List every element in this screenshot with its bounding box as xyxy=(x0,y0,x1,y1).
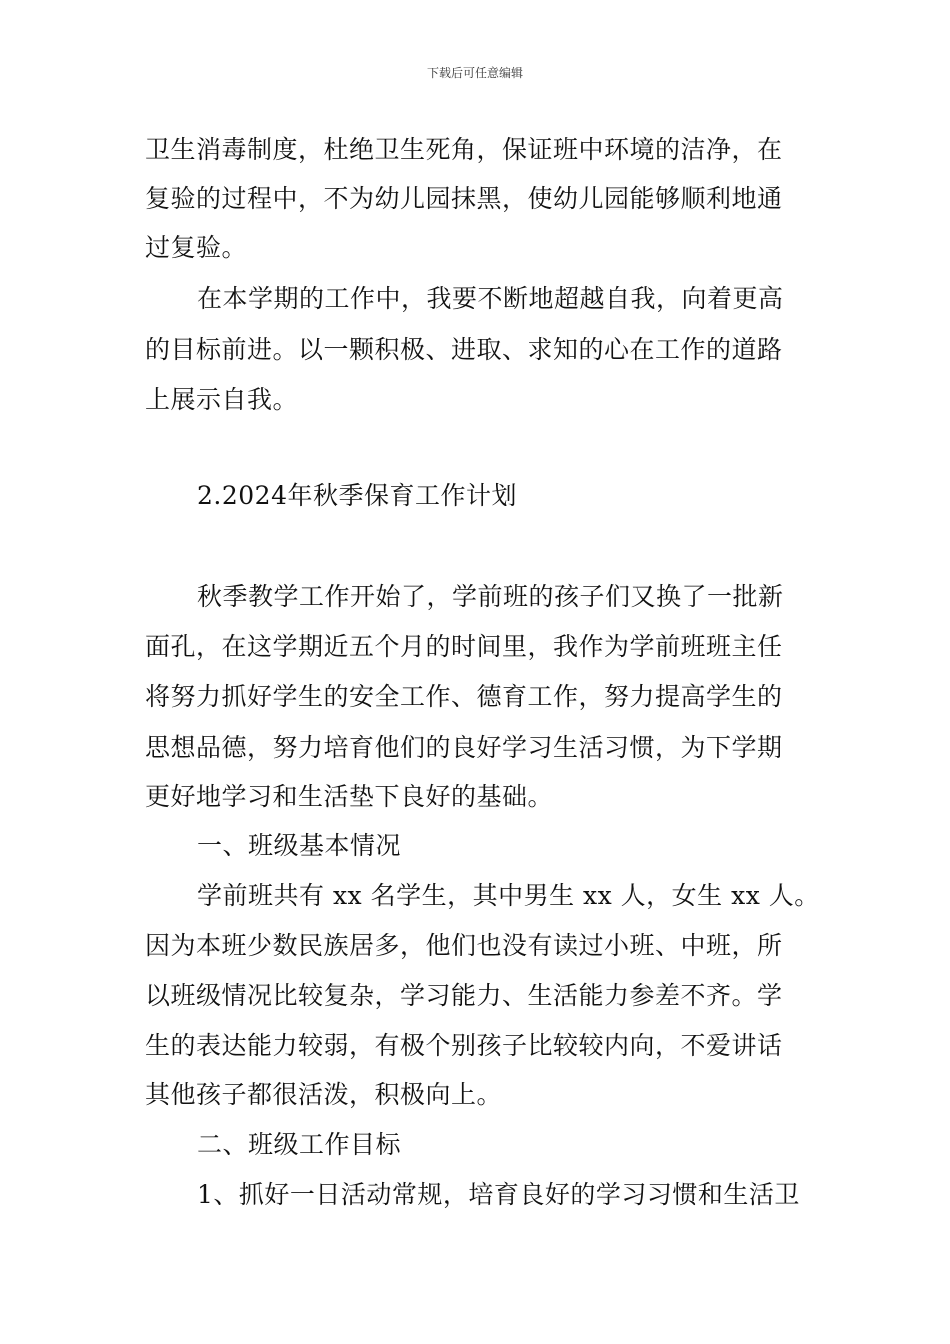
section-title: 2.2024年秋季保育工作计划 xyxy=(197,481,517,510)
text-line: 过复验。 xyxy=(145,233,248,262)
text-line: 将努力抓好学生的安全工作、德育工作，努力提高学生的 xyxy=(145,682,783,711)
text-line: 1、抓好一日活动常规，培育良好的学习习惯和生活卫 xyxy=(197,1180,800,1209)
text-line: 思想品德，努力培育他们的良好学习生活习惯，为下学期 xyxy=(145,733,783,762)
text-line: 卫生消毒制度，杜绝卫生死角，保证班中环境的洁净，在 xyxy=(145,135,783,164)
text-line: 更好地学习和生活垫下良好的基础。 xyxy=(145,782,554,811)
page-header: 下载后可任意编辑 xyxy=(426,66,523,80)
text-line: 学前班共有 xx 名学生，其中男生 xx 人，女生 xx 人。 xyxy=(197,881,820,910)
text-line: 面孔，在这学期近五个月的时间里，我作为学前班班主任 xyxy=(145,632,783,661)
text-line: 的目标前进。以一颗积极、进取、求知的心在工作的道路 xyxy=(145,335,783,364)
text-line: 其他孩子都很活泼，积极向上。 xyxy=(145,1080,503,1109)
text-line: 秋季教学工作开始了，学前班的孩子们又换了一批新 xyxy=(197,582,784,611)
subsection-heading: 二、班级工作目标 xyxy=(197,1130,402,1159)
text-line: 在本学期的工作中，我要不断地超越自我，向着更高 xyxy=(197,284,784,313)
text-line: 以班级情况比较复杂，学习能力、生活能力参差不齐。学 xyxy=(145,981,783,1010)
subsection-heading: 一、班级基本情况 xyxy=(197,831,402,860)
text-line: 生的表达能力较弱，有极个别孩子比较较内向，不爱讲话 xyxy=(145,1031,783,1060)
text-line: 因为本班少数民族居多，他们也没有读过小班、中班，所 xyxy=(145,931,783,960)
text-line: 复验的过程中，不为幼儿园抹黑，使幼儿园能够顺利地通 xyxy=(145,184,783,213)
text-line: 上展示自我。 xyxy=(145,385,299,414)
